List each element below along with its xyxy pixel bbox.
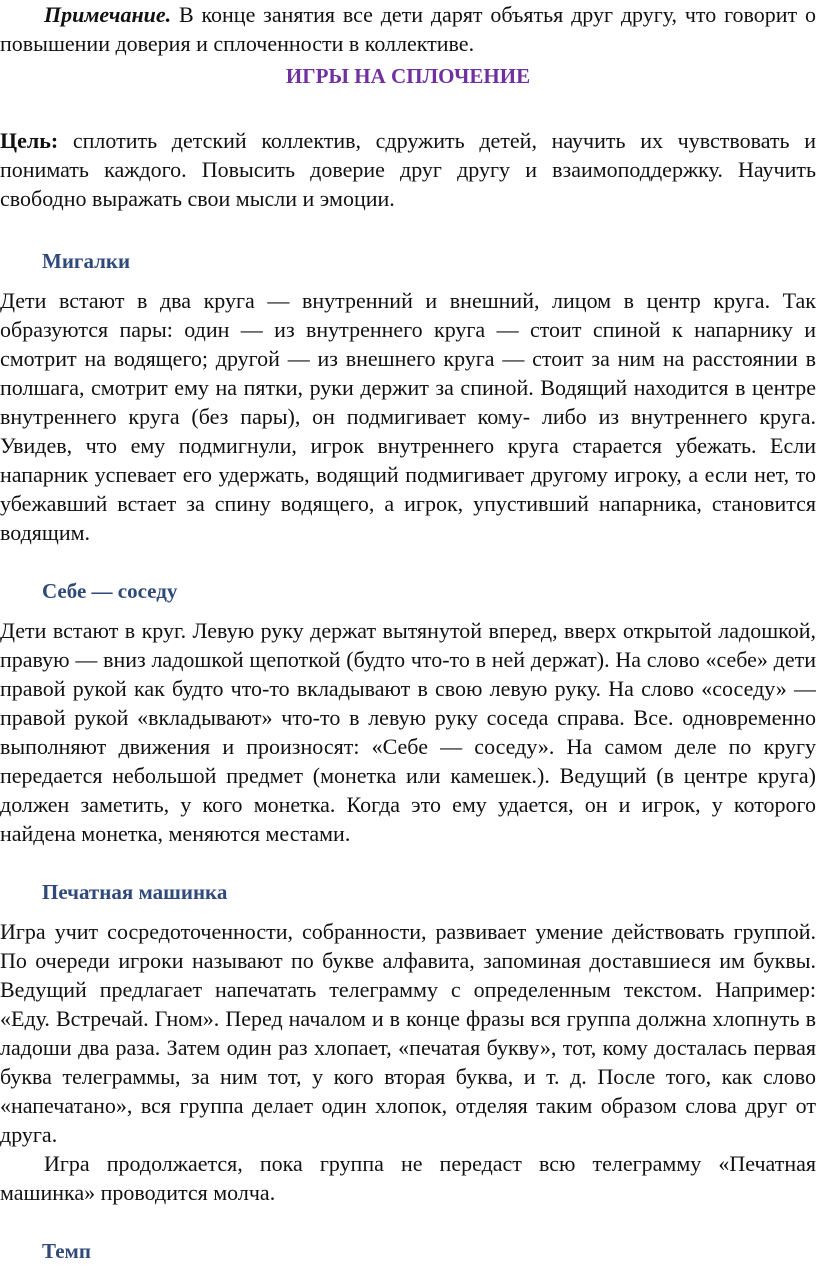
goal-label: Цель: — [0, 128, 59, 153]
game-text-pechatnaya-mashinka: Игра учит сосредоточенности, собранности, развивает умение действовать группой. По очереди игроки называют по букве алфавита, запоминая доставшиеся им буквы. Ведущий предлагает напечатать телеграмму с определенным текстом. Например: «Еду. Встречай. Гном». Перед началом и в конце фразы вся группа должна хлопнуть в ладоши два раза. Затем один раз хлопает, «печатая букву», тот, кому досталась первая буква телеграммы, за ним тот, у кого вторая буква, и т. д. После того, как слово «напечатано», вся группа делает один хлопок, отделяя таким образом слова друг от друга. — [0, 919, 816, 1147]
game-heading-migalki: Мигалки — [42, 249, 131, 273]
game-heading-temp: Темп — [42, 1239, 91, 1263]
note-text: В конце занятия все дети дарят объятья друг другу, что говорит о повышении доверия и сплоченности в коллективе. — [0, 2, 816, 56]
game-heading-pechatnaya-mashinka: Печатная машинка — [42, 880, 228, 904]
game-text-sebe-sosedu: Дети встают в круг. Левую руку держат вытянутой вперед, вверх открытой ладошкой, правую — вниз ладошкой щепоткой (будто что-то в ней держат). На слово «себе» дети правой рукой как будто что-то вкладывают в свою левую руку. На слово «соседу» — правой рукой «вкладывают» что-то в левую руку соседа справа. Все. одновременно выполняют движения и произносят: «Себе — соседу». На самом деле по кругу передается небольшой предмет (монетка или камешек.). Ведущий (в центре круга) должен заметить, у кого монетка. Когда это ему удается, он и игрок, у которого найдена монетка, меняются местами. — [0, 618, 816, 846]
game-text-migalki: Дети встают в два круга — внутренний и внешний, лицом в центр круга. Так образуются пары: один — из внутреннего круга — стоит спиной к напарнику и смотрит на водящего; другой — из внешнего круга — стоит за ним на расстоянии в полшага, смотрит ему на пятки, руки держит за спиной. Водящий находится в центре внутреннего круга (без пары), он подмигивает кому- либо из внутреннего круга. Увидев, что ему подмигнули, игрок внутреннего круга старается убежать. Если напарник успевает его удержать, водящий подмигивает другому игроку, а если нет, то убежавший встает за спину водящего, а игрок, упустивший напарника, становится водящим. — [0, 288, 816, 545]
game-text-pechatnaya-mashinka-2: Игра продолжается, пока группа не передаст всю телеграмму «Печатная машинка» проводится молча. — [0, 1151, 816, 1205]
goal-paragraph — [0, 126, 816, 213]
goal-text: сплотить детский коллектив, сдружить детей, научить их чувствовать и понимать каждого. Повысить доверие друг другу и взаимоподдержку. Научить свободно выражать свои мысли и эмоции. — [0, 128, 816, 211]
game-heading-sebe-sosedu: Себе — соседу — [42, 579, 178, 603]
note-paragraph — [0, 0, 816, 58]
section-title: ИГРЫ НА СПЛОЧЕНИЕ — [285, 64, 531, 88]
note-label: Примечание. — [44, 2, 172, 27]
